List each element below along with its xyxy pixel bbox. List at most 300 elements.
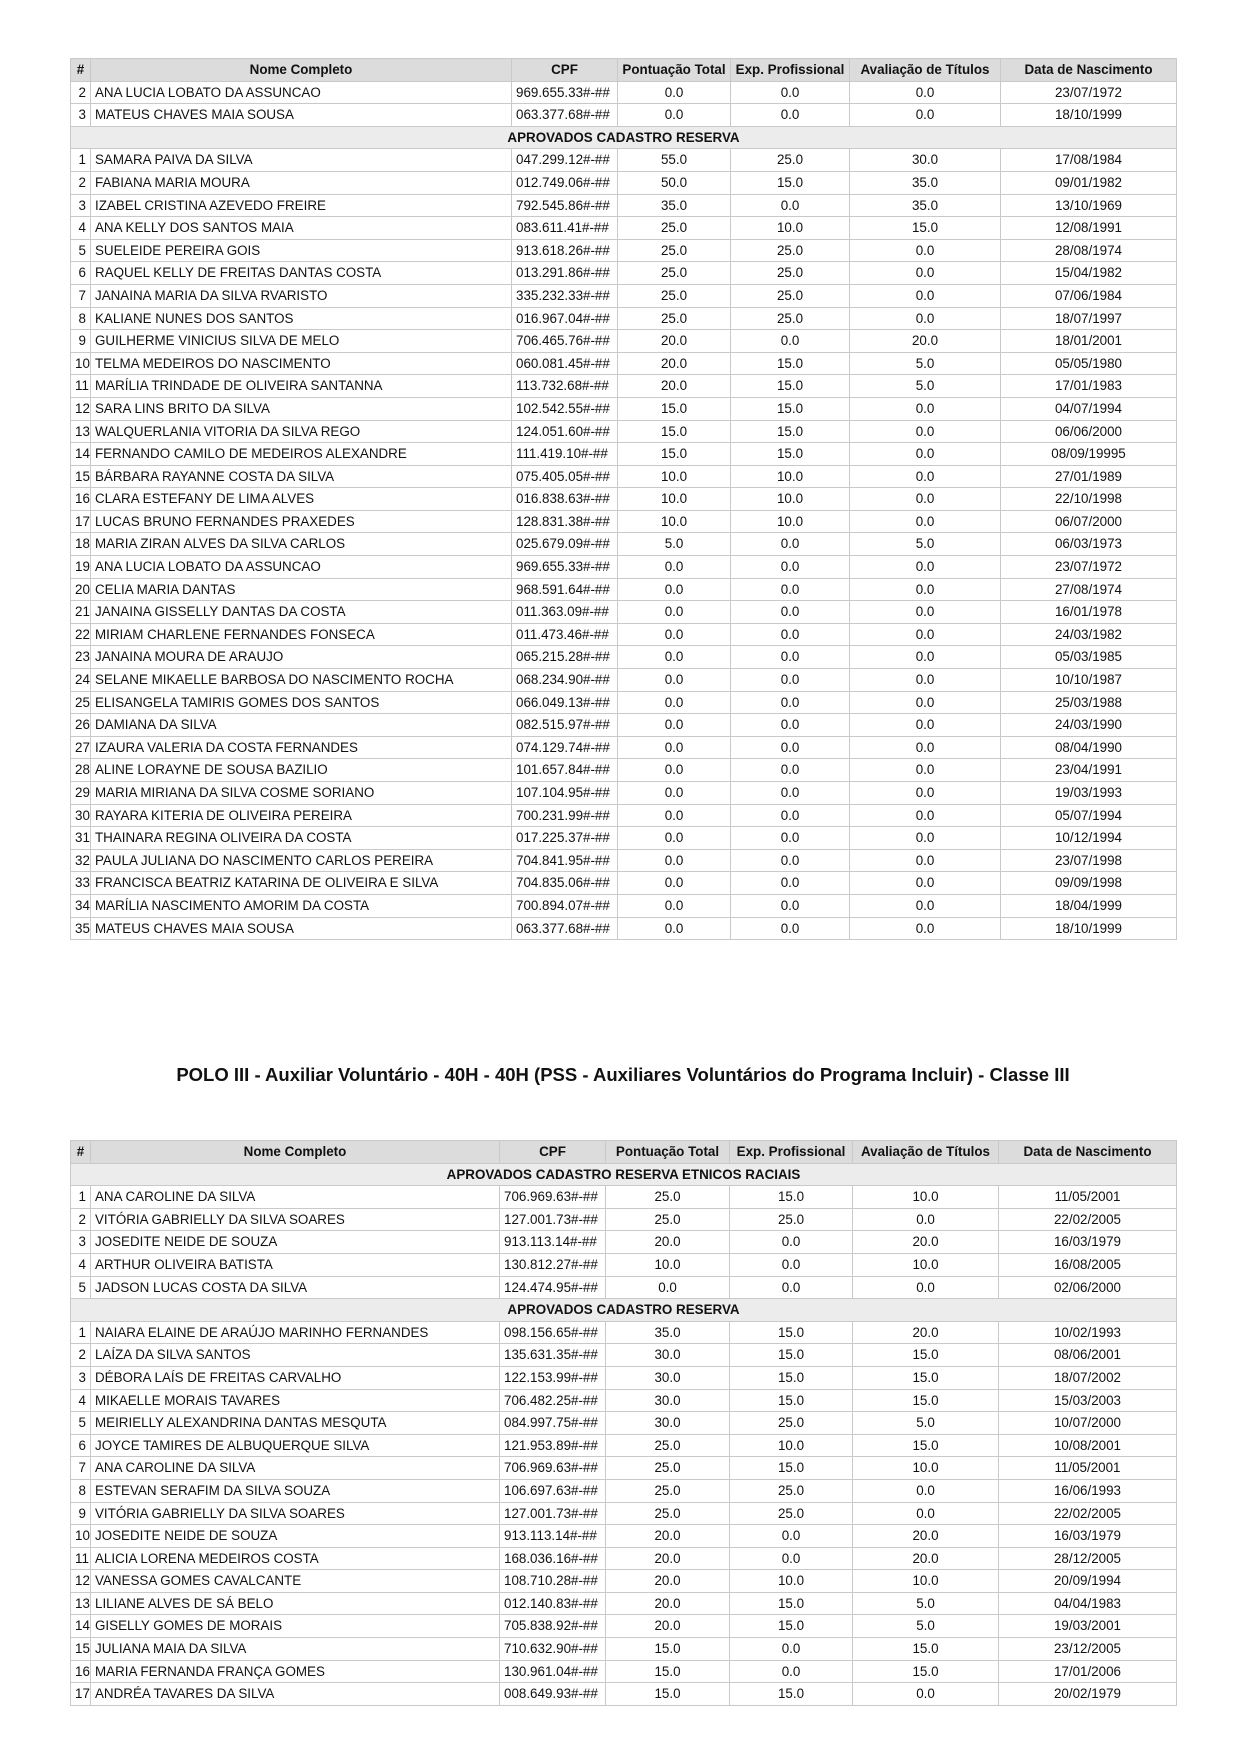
table-row: [71, 1208, 1177, 1231]
table-row: [71, 104, 1177, 127]
table-row: [71, 556, 1177, 579]
professional-experience-cell: 10.0: [730, 1434, 853, 1457]
full-name-cell: SAMARA PAIVA DA SILVA: [91, 149, 512, 172]
column-header: Avaliação de Títulos: [850, 59, 1001, 82]
table-row: [71, 578, 1177, 601]
professional-experience-cell: 0.0: [731, 872, 850, 895]
professional-experience-cell: 0.0: [731, 917, 850, 940]
birth-date-cell: 02/06/2000: [999, 1276, 1177, 1299]
cpf-cell: 127.001.73#-##: [500, 1208, 606, 1231]
birth-date-cell: 15/04/1982: [1001, 262, 1177, 285]
total-score-cell: 0.0: [618, 669, 731, 692]
birth-date-cell: 18/10/1999: [1001, 917, 1177, 940]
full-name-cell: ANA CAROLINE DA SILVA: [91, 1186, 500, 1209]
section-title: POLO III - Auxiliar Voluntário - 40H - 40H (PSS - Auxiliares Voluntários do Programa Incluir) - Classe III: [176, 1064, 1070, 1085]
professional-experience-cell: 15.0: [730, 1366, 853, 1389]
professional-experience-cell: 0.0: [730, 1231, 853, 1254]
full-name-cell: SELANE MIKAELLE BARBOSA DO NASCIMENTO ROCHA: [91, 669, 512, 692]
cpf-cell: 913.113.14#-##: [500, 1231, 606, 1254]
birth-date-cell: 11/05/2001: [999, 1457, 1177, 1480]
row-number-cell: 5: [71, 239, 91, 262]
cpf-cell: 013.291.86#-##: [512, 262, 618, 285]
total-score-cell: 25.0: [618, 307, 731, 330]
birth-date-cell: 28/08/1974: [1001, 239, 1177, 262]
total-score-cell: 0.0: [618, 104, 731, 127]
birth-date-cell: 16/06/1993: [999, 1479, 1177, 1502]
cpf-cell: 025.679.09#-##: [512, 533, 618, 556]
table-row: [71, 1638, 1177, 1661]
cpf-cell: 068.234.90#-##: [512, 669, 618, 692]
table-row: [71, 691, 1177, 714]
birth-date-cell: 17/01/2006: [999, 1660, 1177, 1683]
table-row: [71, 262, 1177, 285]
titles-score-cell: 0.0: [850, 104, 1001, 127]
titles-score-cell: 0.0: [850, 397, 1001, 420]
titles-score-cell: 0.0: [850, 601, 1001, 624]
professional-experience-cell: 0.0: [731, 804, 850, 827]
birth-date-cell: 15/03/2003: [999, 1389, 1177, 1412]
professional-experience-cell: 25.0: [731, 149, 850, 172]
cpf-cell: 108.710.28#-##: [500, 1570, 606, 1593]
row-number-cell: 6: [71, 1434, 91, 1457]
professional-experience-cell: 10.0: [731, 217, 850, 240]
table-row: [71, 149, 1177, 172]
table-row: [71, 488, 1177, 511]
cpf-cell: 016.967.04#-##: [512, 307, 618, 330]
row-number-cell: 35: [71, 917, 91, 940]
birth-date-cell: 23/07/1972: [1001, 556, 1177, 579]
table-row: [71, 804, 1177, 827]
titles-score-cell: 20.0: [853, 1321, 999, 1344]
total-score-cell: 20.0: [606, 1231, 730, 1254]
birth-date-cell: 11/05/2001: [999, 1186, 1177, 1209]
professional-experience-cell: 0.0: [731, 759, 850, 782]
total-score-cell: 20.0: [606, 1525, 730, 1548]
group-header-row: [71, 1299, 1177, 1322]
row-number-cell: 2: [71, 1344, 91, 1367]
table-row: [71, 759, 1177, 782]
table-row: [71, 1502, 1177, 1525]
table-row: [71, 194, 1177, 217]
full-name-cell: ALINE LORAYNE DE SOUSA BAZILIO: [91, 759, 512, 782]
titles-score-cell: 20.0: [853, 1525, 999, 1548]
titles-score-cell: 0.0: [850, 488, 1001, 511]
row-number-cell: 9: [71, 1502, 91, 1525]
total-score-cell: 0.0: [618, 81, 731, 104]
birth-date-cell: 22/10/1998: [1001, 488, 1177, 511]
cpf-cell: 102.542.55#-##: [512, 397, 618, 420]
titles-score-cell: 15.0: [853, 1660, 999, 1683]
cpf-cell: 012.749.06#-##: [512, 171, 618, 194]
cpf-cell: 106.697.63#-##: [500, 1479, 606, 1502]
column-header: Nome Completo: [91, 59, 512, 82]
birth-date-cell: 23/12/2005: [999, 1638, 1177, 1661]
cpf-cell: 706.969.63#-##: [500, 1457, 606, 1480]
professional-experience-cell: 15.0: [731, 443, 850, 466]
titles-score-cell: 20.0: [853, 1547, 999, 1570]
total-score-cell: 30.0: [606, 1412, 730, 1435]
professional-experience-cell: 0.0: [731, 691, 850, 714]
cpf-cell: 083.611.41#-##: [512, 217, 618, 240]
full-name-cell: MATEUS CHAVES MAIA SOUSA: [91, 104, 512, 127]
birth-date-cell: 25/03/1988: [1001, 691, 1177, 714]
total-score-cell: 25.0: [606, 1186, 730, 1209]
row-number-cell: 14: [71, 443, 91, 466]
total-score-cell: 25.0: [618, 217, 731, 240]
birth-date-cell: 17/08/1984: [1001, 149, 1177, 172]
table-header-row: [71, 1141, 1177, 1164]
professional-experience-cell: 25.0: [731, 284, 850, 307]
birth-date-cell: 16/03/1979: [999, 1525, 1177, 1548]
birth-date-cell: 18/10/1999: [1001, 104, 1177, 127]
professional-experience-cell: 0.0: [730, 1253, 853, 1276]
cpf-cell: 011.473.46#-##: [512, 623, 618, 646]
titles-score-cell: 10.0: [853, 1457, 999, 1480]
table-row: [71, 1570, 1177, 1593]
results-table-1: [70, 58, 1177, 940]
birth-date-cell: 05/05/1980: [1001, 352, 1177, 375]
birth-date-cell: 24/03/1990: [1001, 714, 1177, 737]
total-score-cell: 0.0: [618, 804, 731, 827]
birth-date-cell: 22/02/2005: [999, 1208, 1177, 1231]
birth-date-cell: 09/09/1998: [1001, 872, 1177, 895]
row-number-cell: 8: [71, 1479, 91, 1502]
titles-score-cell: 10.0: [853, 1253, 999, 1276]
results-table-2: [70, 1140, 1177, 1706]
group-title: APROVADOS CADASTRO RESERVA: [71, 1299, 1177, 1322]
table-row: [71, 1615, 1177, 1638]
total-score-cell: 0.0: [618, 578, 731, 601]
full-name-cell: ANDRÉA TAVARES DA SILVA: [91, 1683, 500, 1706]
total-score-cell: 0.0: [618, 759, 731, 782]
full-name-cell: FRANCISCA BEATRIZ KATARINA DE OLIVEIRA E SILVA: [91, 872, 512, 895]
birth-date-cell: 10/07/2000: [999, 1412, 1177, 1435]
birth-date-cell: 07/06/1984: [1001, 284, 1177, 307]
cpf-cell: 913.113.14#-##: [500, 1525, 606, 1548]
total-score-cell: 0.0: [618, 894, 731, 917]
birth-date-cell: 27/01/1989: [1001, 465, 1177, 488]
row-number-cell: 29: [71, 782, 91, 805]
total-score-cell: 20.0: [618, 352, 731, 375]
total-score-cell: 25.0: [618, 284, 731, 307]
titles-score-cell: 0.0: [850, 827, 1001, 850]
table-row: [71, 1434, 1177, 1457]
cpf-cell: 124.051.60#-##: [512, 420, 618, 443]
full-name-cell: MARIA MIRIANA DA SILVA COSME SORIANO: [91, 782, 512, 805]
birth-date-cell: 06/07/2000: [1001, 510, 1177, 533]
full-name-cell: ARTHUR OLIVEIRA BATISTA: [91, 1253, 500, 1276]
column-header: Pontuação Total: [606, 1141, 730, 1164]
cpf-cell: 124.474.95#-##: [500, 1276, 606, 1299]
table-row: [71, 1683, 1177, 1706]
table-row: [71, 81, 1177, 104]
professional-experience-cell: 15.0: [730, 1457, 853, 1480]
row-number-cell: 3: [71, 1366, 91, 1389]
table-row: [71, 872, 1177, 895]
row-number-cell: 13: [71, 420, 91, 443]
birth-date-cell: 08/04/1990: [1001, 736, 1177, 759]
professional-experience-cell: 0.0: [731, 849, 850, 872]
table-row: [71, 1344, 1177, 1367]
professional-experience-cell: 15.0: [730, 1683, 853, 1706]
birth-date-cell: 06/06/2000: [1001, 420, 1177, 443]
titles-score-cell: 0.0: [850, 872, 1001, 895]
row-number-cell: 28: [71, 759, 91, 782]
titles-score-cell: 0.0: [850, 420, 1001, 443]
column-header: Exp. Profissional: [730, 1141, 853, 1164]
total-score-cell: 10.0: [618, 465, 731, 488]
table-row: [71, 1253, 1177, 1276]
row-number-cell: 32: [71, 849, 91, 872]
cpf-cell: 792.545.86#-##: [512, 194, 618, 217]
table-row: [71, 1186, 1177, 1209]
table-row: [71, 1457, 1177, 1480]
total-score-cell: 25.0: [606, 1457, 730, 1480]
professional-experience-cell: 15.0: [731, 397, 850, 420]
professional-experience-cell: 0.0: [731, 646, 850, 669]
row-number-cell: 5: [71, 1276, 91, 1299]
full-name-cell: FABIANA MARIA MOURA: [91, 171, 512, 194]
table-row: [71, 849, 1177, 872]
cpf-cell: 127.001.73#-##: [500, 1502, 606, 1525]
table-row: [71, 307, 1177, 330]
full-name-cell: BÁRBARA RAYANNE COSTA DA SILVA: [91, 465, 512, 488]
total-score-cell: 0.0: [618, 872, 731, 895]
table-row: [71, 284, 1177, 307]
total-score-cell: 50.0: [618, 171, 731, 194]
cpf-cell: 121.953.89#-##: [500, 1434, 606, 1457]
titles-score-cell: 0.0: [850, 894, 1001, 917]
row-number-cell: 3: [71, 194, 91, 217]
total-score-cell: 20.0: [618, 330, 731, 353]
titles-score-cell: 0.0: [853, 1276, 999, 1299]
row-number-cell: 12: [71, 1570, 91, 1593]
total-score-cell: 0.0: [618, 601, 731, 624]
titles-score-cell: 15.0: [853, 1434, 999, 1457]
professional-experience-cell: 0.0: [731, 782, 850, 805]
total-score-cell: 35.0: [606, 1321, 730, 1344]
table-row: [71, 1412, 1177, 1435]
total-score-cell: 25.0: [618, 239, 731, 262]
full-name-cell: MATEUS CHAVES MAIA SOUSA: [91, 917, 512, 940]
birth-date-cell: 19/03/1993: [1001, 782, 1177, 805]
row-number-cell: 19: [71, 556, 91, 579]
total-score-cell: 30.0: [606, 1366, 730, 1389]
birth-date-cell: 16/01/1978: [1001, 601, 1177, 624]
total-score-cell: 10.0: [606, 1253, 730, 1276]
cpf-cell: 101.657.84#-##: [512, 759, 618, 782]
titles-score-cell: 0.0: [850, 284, 1001, 307]
row-number-cell: 14: [71, 1615, 91, 1638]
cpf-cell: 008.649.93#-##: [500, 1683, 606, 1706]
titles-score-cell: 0.0: [850, 239, 1001, 262]
table-row: [71, 1547, 1177, 1570]
titles-score-cell: 15.0: [853, 1389, 999, 1412]
row-number-cell: 13: [71, 1592, 91, 1615]
titles-score-cell: 0.0: [850, 849, 1001, 872]
table-row: [71, 330, 1177, 353]
table-row: [71, 443, 1177, 466]
birth-date-cell: 10/12/1994: [1001, 827, 1177, 850]
table-row: [71, 1660, 1177, 1683]
row-number-cell: 15: [71, 465, 91, 488]
birth-date-cell: 08/06/2001: [999, 1344, 1177, 1367]
table-row: [71, 782, 1177, 805]
column-header: #: [71, 1141, 91, 1164]
total-score-cell: 0.0: [618, 714, 731, 737]
cpf-cell: 111.419.10#-##: [512, 443, 618, 466]
table-row: [71, 623, 1177, 646]
full-name-cell: ELISANGELA TAMIRIS GOMES DOS SANTOS: [91, 691, 512, 714]
cpf-cell: 706.465.76#-##: [512, 330, 618, 353]
row-number-cell: 1: [71, 149, 91, 172]
full-name-cell: RAYARA KITERIA DE OLIVEIRA PEREIRA: [91, 804, 512, 827]
full-name-cell: THAINARA REGINA OLIVEIRA DA COSTA: [91, 827, 512, 850]
full-name-cell: VITÓRIA GABRIELLY DA SILVA SOARES: [91, 1502, 500, 1525]
total-score-cell: 0.0: [618, 782, 731, 805]
birth-date-cell: 20/09/1994: [999, 1570, 1177, 1593]
cpf-cell: 107.104.95#-##: [512, 782, 618, 805]
table-row: [71, 465, 1177, 488]
professional-experience-cell: 0.0: [731, 533, 850, 556]
total-score-cell: 25.0: [606, 1479, 730, 1502]
cpf-cell: 130.812.27#-##: [500, 1253, 606, 1276]
birth-date-cell: 10/02/1993: [999, 1321, 1177, 1344]
birth-date-cell: 16/08/2005: [999, 1253, 1177, 1276]
total-score-cell: 20.0: [606, 1615, 730, 1638]
table-row: [71, 669, 1177, 692]
birth-date-cell: 04/04/1983: [999, 1592, 1177, 1615]
row-number-cell: 12: [71, 397, 91, 420]
cpf-cell: 969.655.33#-##: [512, 81, 618, 104]
column-header: Avaliação de Títulos: [853, 1141, 999, 1164]
column-header: Pontuação Total: [618, 59, 731, 82]
cpf-cell: 913.618.26#-##: [512, 239, 618, 262]
row-number-cell: 17: [71, 510, 91, 533]
cpf-cell: 084.997.75#-##: [500, 1412, 606, 1435]
total-score-cell: 0.0: [618, 646, 731, 669]
table-row: [71, 1231, 1177, 1254]
titles-score-cell: 15.0: [850, 217, 1001, 240]
professional-experience-cell: 15.0: [730, 1344, 853, 1367]
total-score-cell: 30.0: [606, 1389, 730, 1412]
professional-experience-cell: 25.0: [731, 262, 850, 285]
birth-date-cell: 13/10/1969: [1001, 194, 1177, 217]
total-score-cell: 20.0: [618, 375, 731, 398]
total-score-cell: 15.0: [618, 443, 731, 466]
cpf-cell: 128.831.38#-##: [512, 510, 618, 533]
professional-experience-cell: 0.0: [731, 578, 850, 601]
total-score-cell: 0.0: [618, 691, 731, 714]
cpf-cell: 012.140.83#-##: [500, 1592, 606, 1615]
row-number-cell: 24: [71, 669, 91, 692]
table-row: [71, 375, 1177, 398]
full-name-cell: GISELLY GOMES DE MORAIS: [91, 1615, 500, 1638]
cpf-cell: 063.377.68#-##: [512, 917, 618, 940]
professional-experience-cell: 0.0: [731, 894, 850, 917]
cpf-cell: 113.732.68#-##: [512, 375, 618, 398]
titles-score-cell: 0.0: [850, 81, 1001, 104]
column-header: Exp. Profissional: [731, 59, 850, 82]
cpf-cell: 700.231.99#-##: [512, 804, 618, 827]
full-name-cell: JULIANA MAIA DA SILVA: [91, 1638, 500, 1661]
full-name-cell: TELMA MEDEIROS DO NASCIMENTO: [91, 352, 512, 375]
full-name-cell: VANESSA GOMES CAVALCANTE: [91, 1570, 500, 1593]
professional-experience-cell: 10.0: [730, 1570, 853, 1593]
table-row: [71, 533, 1177, 556]
professional-experience-cell: 15.0: [730, 1321, 853, 1344]
cpf-cell: 098.156.65#-##: [500, 1321, 606, 1344]
professional-experience-cell: 10.0: [731, 488, 850, 511]
titles-score-cell: 0.0: [850, 691, 1001, 714]
cpf-cell: 082.515.97#-##: [512, 714, 618, 737]
table-row: [71, 1389, 1177, 1412]
full-name-cell: JANAINA MOURA DE ARAUJO: [91, 646, 512, 669]
total-score-cell: 20.0: [606, 1592, 730, 1615]
column-header: Nome Completo: [91, 1141, 500, 1164]
total-score-cell: 0.0: [618, 827, 731, 850]
row-number-cell: 2: [71, 171, 91, 194]
professional-experience-cell: 15.0: [731, 375, 850, 398]
cpf-cell: 011.363.09#-##: [512, 601, 618, 624]
row-number-cell: 11: [71, 375, 91, 398]
birth-date-cell: 09/01/1982: [1001, 171, 1177, 194]
professional-experience-cell: 25.0: [730, 1208, 853, 1231]
professional-experience-cell: 25.0: [731, 307, 850, 330]
professional-experience-cell: 15.0: [730, 1592, 853, 1615]
row-number-cell: 10: [71, 1525, 91, 1548]
row-number-cell: 17: [71, 1683, 91, 1706]
birth-date-cell: 12/08/1991: [1001, 217, 1177, 240]
titles-score-cell: 5.0: [853, 1615, 999, 1638]
row-number-cell: 4: [71, 217, 91, 240]
row-number-cell: 3: [71, 1231, 91, 1254]
professional-experience-cell: 0.0: [731, 714, 850, 737]
birth-date-cell: 08/09/19995: [1001, 443, 1177, 466]
titles-score-cell: 20.0: [853, 1231, 999, 1254]
titles-score-cell: 0.0: [850, 917, 1001, 940]
group-header-row: [71, 1163, 1177, 1186]
professional-experience-cell: 25.0: [731, 239, 850, 262]
cpf-cell: 168.036.16#-##: [500, 1547, 606, 1570]
full-name-cell: MARÍLIA TRINDADE DE OLIVEIRA SANTANNA: [91, 375, 512, 398]
cpf-cell: 704.835.06#-##: [512, 872, 618, 895]
titles-score-cell: 0.0: [853, 1502, 999, 1525]
row-number-cell: 10: [71, 352, 91, 375]
full-name-cell: NAIARA ELAINE DE ARAÚJO MARINHO FERNANDES: [91, 1321, 500, 1344]
birth-date-cell: 24/03/1982: [1001, 623, 1177, 646]
cpf-cell: 700.894.07#-##: [512, 894, 618, 917]
table-row: [71, 917, 1177, 940]
titles-score-cell: 5.0: [850, 352, 1001, 375]
full-name-cell: ANA LUCIA LOBATO DA ASSUNCAO: [91, 81, 512, 104]
titles-score-cell: 5.0: [853, 1592, 999, 1615]
cpf-cell: 968.591.64#-##: [512, 578, 618, 601]
total-score-cell: 0.0: [606, 1276, 730, 1299]
birth-date-cell: 19/03/2001: [999, 1615, 1177, 1638]
titles-score-cell: 0.0: [853, 1208, 999, 1231]
titles-score-cell: 0.0: [850, 307, 1001, 330]
titles-score-cell: 0.0: [850, 646, 1001, 669]
professional-experience-cell: 0.0: [731, 556, 850, 579]
cpf-cell: 047.299.12#-##: [512, 149, 618, 172]
column-header: Data de Nascimento: [999, 1141, 1177, 1164]
titles-score-cell: 0.0: [850, 443, 1001, 466]
full-name-cell: MIRIAM CHARLENE FERNANDES FONSECA: [91, 623, 512, 646]
titles-score-cell: 10.0: [853, 1186, 999, 1209]
table-row: [71, 217, 1177, 240]
cpf-cell: 017.225.37#-##: [512, 827, 618, 850]
